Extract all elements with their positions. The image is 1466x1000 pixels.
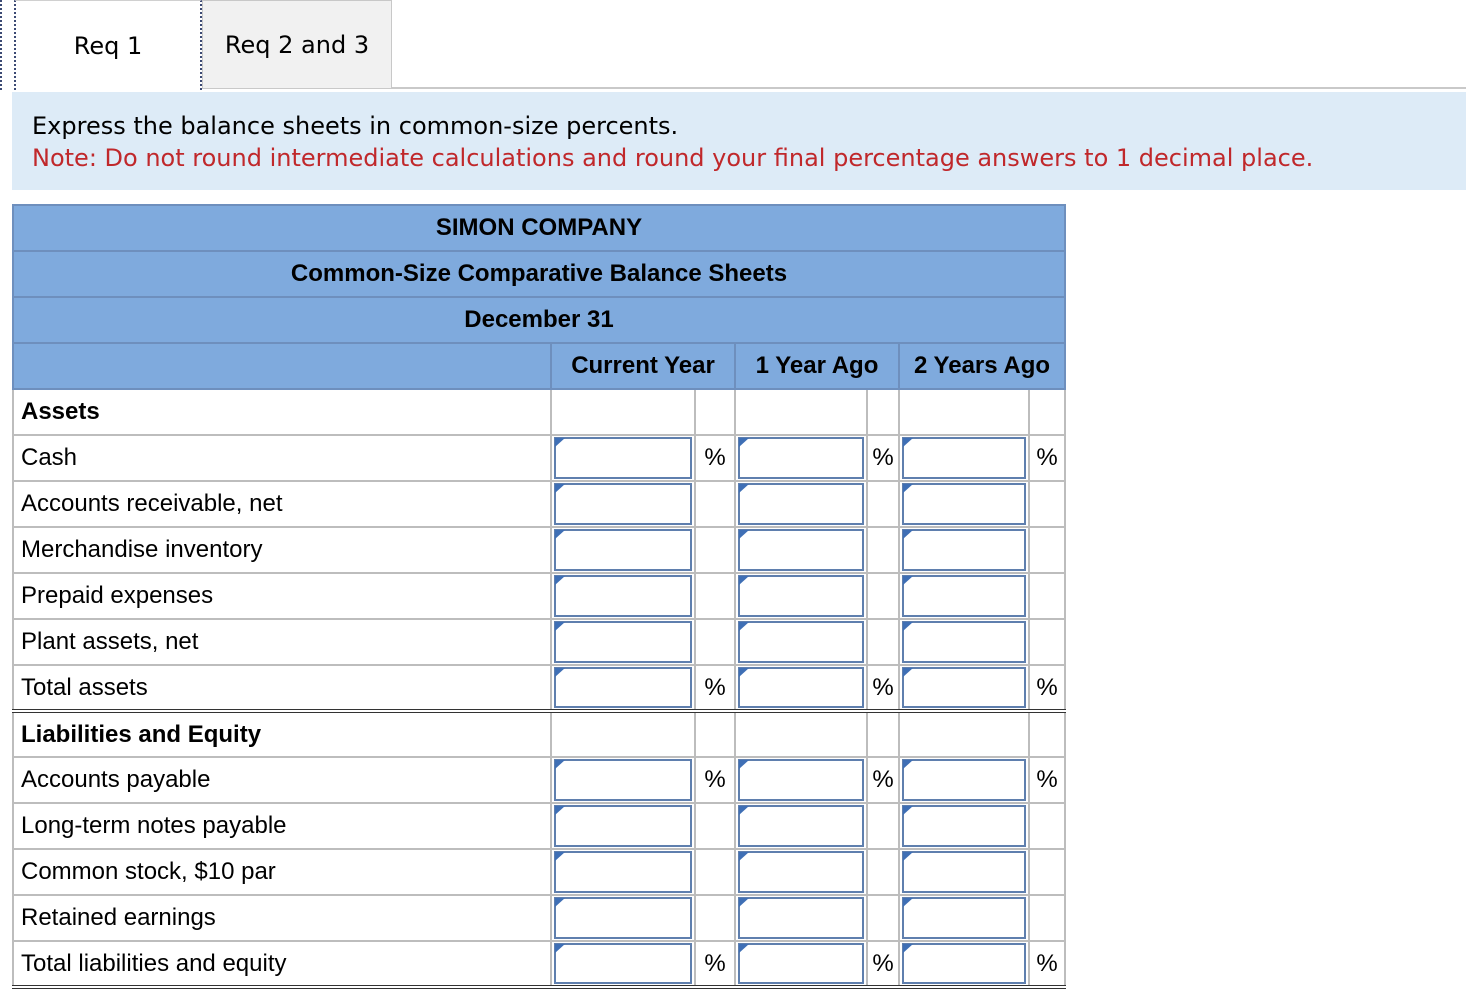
- percent-sign: %: [1029, 757, 1065, 803]
- row-label: Total liabilities and equity: [13, 941, 551, 987]
- input-cell: [899, 941, 1029, 987]
- table-row: [13, 665, 1065, 711]
- table-row: [13, 803, 1065, 849]
- balance-sheet-table: [12, 204, 1066, 989]
- percent-input-2-years-ago[interactable]: [902, 897, 1026, 939]
- tab-req-1[interactable]: Req 1: [14, 0, 202, 90]
- empty-cell: [695, 849, 735, 895]
- input-cell: [735, 941, 867, 987]
- table-row: [13, 619, 1065, 665]
- column-header-1-year-ago: 1 Year Ago: [735, 343, 899, 389]
- instructions-panel: [12, 92, 1466, 190]
- empty-cell: [695, 895, 735, 941]
- input-cell: [551, 435, 695, 481]
- empty-cell: [695, 711, 735, 757]
- empty-cell: [735, 389, 867, 435]
- percent-input-1-year-ago[interactable]: [738, 805, 864, 847]
- table-row: [13, 711, 1065, 757]
- input-cell: [899, 757, 1029, 803]
- instruction-text: Express the balance sheets in common-size percents.: [32, 112, 679, 140]
- percent-input-current-year[interactable]: [554, 943, 692, 984]
- input-cell: [735, 527, 867, 573]
- empty-cell: [867, 573, 899, 619]
- percent-input-current-year[interactable]: [554, 575, 692, 617]
- table-row: [13, 435, 1065, 481]
- instruction-note: Note: Do not round intermediate calculations and round your final percentage answers to 1 decimal place.: [32, 144, 1314, 172]
- input-cell: [735, 895, 867, 941]
- percent-sign: %: [867, 757, 899, 803]
- percent-input-2-years-ago[interactable]: [902, 529, 1026, 571]
- empty-cell: [867, 619, 899, 665]
- empty-cell: [1029, 573, 1065, 619]
- input-cell: [551, 527, 695, 573]
- empty-cell: [1029, 389, 1065, 435]
- row-label: Cash: [13, 435, 551, 481]
- percent-input-2-years-ago[interactable]: [902, 759, 1026, 801]
- input-cell: [551, 619, 695, 665]
- empty-cell: [899, 711, 1029, 757]
- percent-input-1-year-ago[interactable]: [738, 621, 864, 663]
- input-cell: [735, 665, 867, 711]
- percent-input-2-years-ago[interactable]: [902, 851, 1026, 893]
- empty-cell: [867, 895, 899, 941]
- input-cell: [551, 895, 695, 941]
- table-row: [13, 941, 1065, 987]
- percent-input-1-year-ago[interactable]: [738, 529, 864, 571]
- empty-cell: [1029, 527, 1065, 573]
- table-row: [13, 389, 1065, 435]
- percent-sign: %: [1029, 435, 1065, 481]
- empty-cell: [1029, 803, 1065, 849]
- header-blank-cell: [13, 343, 551, 389]
- table-row: [13, 527, 1065, 573]
- percent-input-2-years-ago[interactable]: [902, 483, 1026, 525]
- percent-input-current-year[interactable]: [554, 759, 692, 801]
- input-cell: [899, 849, 1029, 895]
- percent-input-1-year-ago[interactable]: [738, 851, 864, 893]
- percent-input-current-year[interactable]: [554, 483, 692, 525]
- empty-cell: [551, 389, 695, 435]
- column-header-2-years-ago: 2 Years Ago: [899, 343, 1065, 389]
- row-label: Long-term notes payable: [13, 803, 551, 849]
- empty-cell: [695, 573, 735, 619]
- percent-sign: %: [867, 435, 899, 481]
- empty-cell: [867, 849, 899, 895]
- empty-cell: [867, 527, 899, 573]
- section-heading: Liabilities and Equity: [13, 711, 551, 757]
- tab-req-2-and-3[interactable]: Req 2 and 3: [202, 0, 392, 88]
- empty-cell: [735, 711, 867, 757]
- empty-cell: [695, 389, 735, 435]
- percent-input-current-year[interactable]: [554, 851, 692, 893]
- input-cell: [735, 849, 867, 895]
- input-cell: [899, 435, 1029, 481]
- input-cell: [551, 849, 695, 895]
- input-cell: [899, 619, 1029, 665]
- row-label: Prepaid expenses: [13, 573, 551, 619]
- input-cell: [551, 941, 695, 987]
- row-label: Total assets: [13, 665, 551, 711]
- input-cell: [735, 435, 867, 481]
- empty-cell: [695, 481, 735, 527]
- empty-cell: [1029, 711, 1065, 757]
- percent-sign: %: [695, 435, 735, 481]
- percent-input-1-year-ago[interactable]: [738, 943, 864, 984]
- input-cell: [899, 665, 1029, 711]
- percent-input-1-year-ago[interactable]: [738, 667, 864, 708]
- input-cell: [551, 481, 695, 527]
- percent-sign: %: [695, 665, 735, 711]
- row-label: Common stock, $10 par: [13, 849, 551, 895]
- percent-input-2-years-ago[interactable]: [902, 621, 1026, 663]
- statement-date: December 31: [13, 297, 1065, 343]
- input-cell: [551, 665, 695, 711]
- company-name: SIMON COMPANY: [13, 205, 1065, 251]
- empty-cell: [899, 389, 1029, 435]
- percent-input-2-years-ago[interactable]: [902, 437, 1026, 479]
- empty-cell: [1029, 481, 1065, 527]
- percent-sign: %: [867, 665, 899, 711]
- percent-input-1-year-ago[interactable]: [738, 575, 864, 617]
- empty-cell: [867, 711, 899, 757]
- percent-sign: %: [1029, 665, 1065, 711]
- row-label: Merchandise inventory: [13, 527, 551, 573]
- row-label: Accounts payable: [13, 757, 551, 803]
- percent-input-1-year-ago[interactable]: [738, 759, 864, 801]
- row-label: Retained earnings: [13, 895, 551, 941]
- percent-input-1-year-ago[interactable]: [738, 483, 864, 525]
- empty-cell: [551, 711, 695, 757]
- percent-input-current-year[interactable]: [554, 621, 692, 663]
- column-header-current-year: Current Year: [551, 343, 735, 389]
- table-row: [13, 481, 1065, 527]
- percent-input-2-years-ago[interactable]: [902, 805, 1026, 847]
- percent-input-current-year[interactable]: [554, 667, 692, 708]
- empty-cell: [867, 481, 899, 527]
- row-label: Plant assets, net: [13, 619, 551, 665]
- input-cell: [551, 757, 695, 803]
- percent-input-2-years-ago[interactable]: [902, 943, 1026, 984]
- empty-cell: [1029, 895, 1065, 941]
- statement-title: Common-Size Comparative Balance Sheets: [13, 251, 1065, 297]
- input-cell: [899, 803, 1029, 849]
- empty-cell: [867, 803, 899, 849]
- input-cell: [551, 803, 695, 849]
- input-cell: [899, 481, 1029, 527]
- empty-cell: [867, 389, 899, 435]
- empty-cell: [1029, 849, 1065, 895]
- percent-input-current-year[interactable]: [554, 529, 692, 571]
- percent-input-current-year[interactable]: [554, 437, 692, 479]
- percent-input-current-year[interactable]: [554, 897, 692, 939]
- percent-sign: %: [695, 941, 735, 987]
- input-cell: [899, 527, 1029, 573]
- row-label: Accounts receivable, net: [13, 481, 551, 527]
- input-cell: [735, 619, 867, 665]
- input-cell: [899, 895, 1029, 941]
- input-cell: [735, 757, 867, 803]
- percent-input-1-year-ago[interactable]: [738, 897, 864, 939]
- input-cell: [551, 573, 695, 619]
- input-cell: [735, 803, 867, 849]
- section-heading: Assets: [13, 389, 551, 435]
- percent-sign: %: [1029, 941, 1065, 987]
- percent-input-2-years-ago[interactable]: [902, 667, 1026, 708]
- table-row: [13, 895, 1065, 941]
- percent-input-2-years-ago[interactable]: [902, 575, 1026, 617]
- percent-sign: %: [867, 941, 899, 987]
- empty-cell: [695, 803, 735, 849]
- input-cell: [735, 481, 867, 527]
- input-cell: [899, 573, 1029, 619]
- table-row: [13, 757, 1065, 803]
- input-cell: [735, 573, 867, 619]
- tab-focus-outline: [0, 0, 2, 90]
- empty-cell: [695, 619, 735, 665]
- percent-input-1-year-ago[interactable]: [738, 437, 864, 479]
- percent-sign: %: [695, 757, 735, 803]
- percent-input-current-year[interactable]: [554, 805, 692, 847]
- table-row: [13, 849, 1065, 895]
- empty-cell: [1029, 619, 1065, 665]
- empty-cell: [695, 527, 735, 573]
- table-row: [13, 573, 1065, 619]
- tab-bar: [0, 0, 1466, 90]
